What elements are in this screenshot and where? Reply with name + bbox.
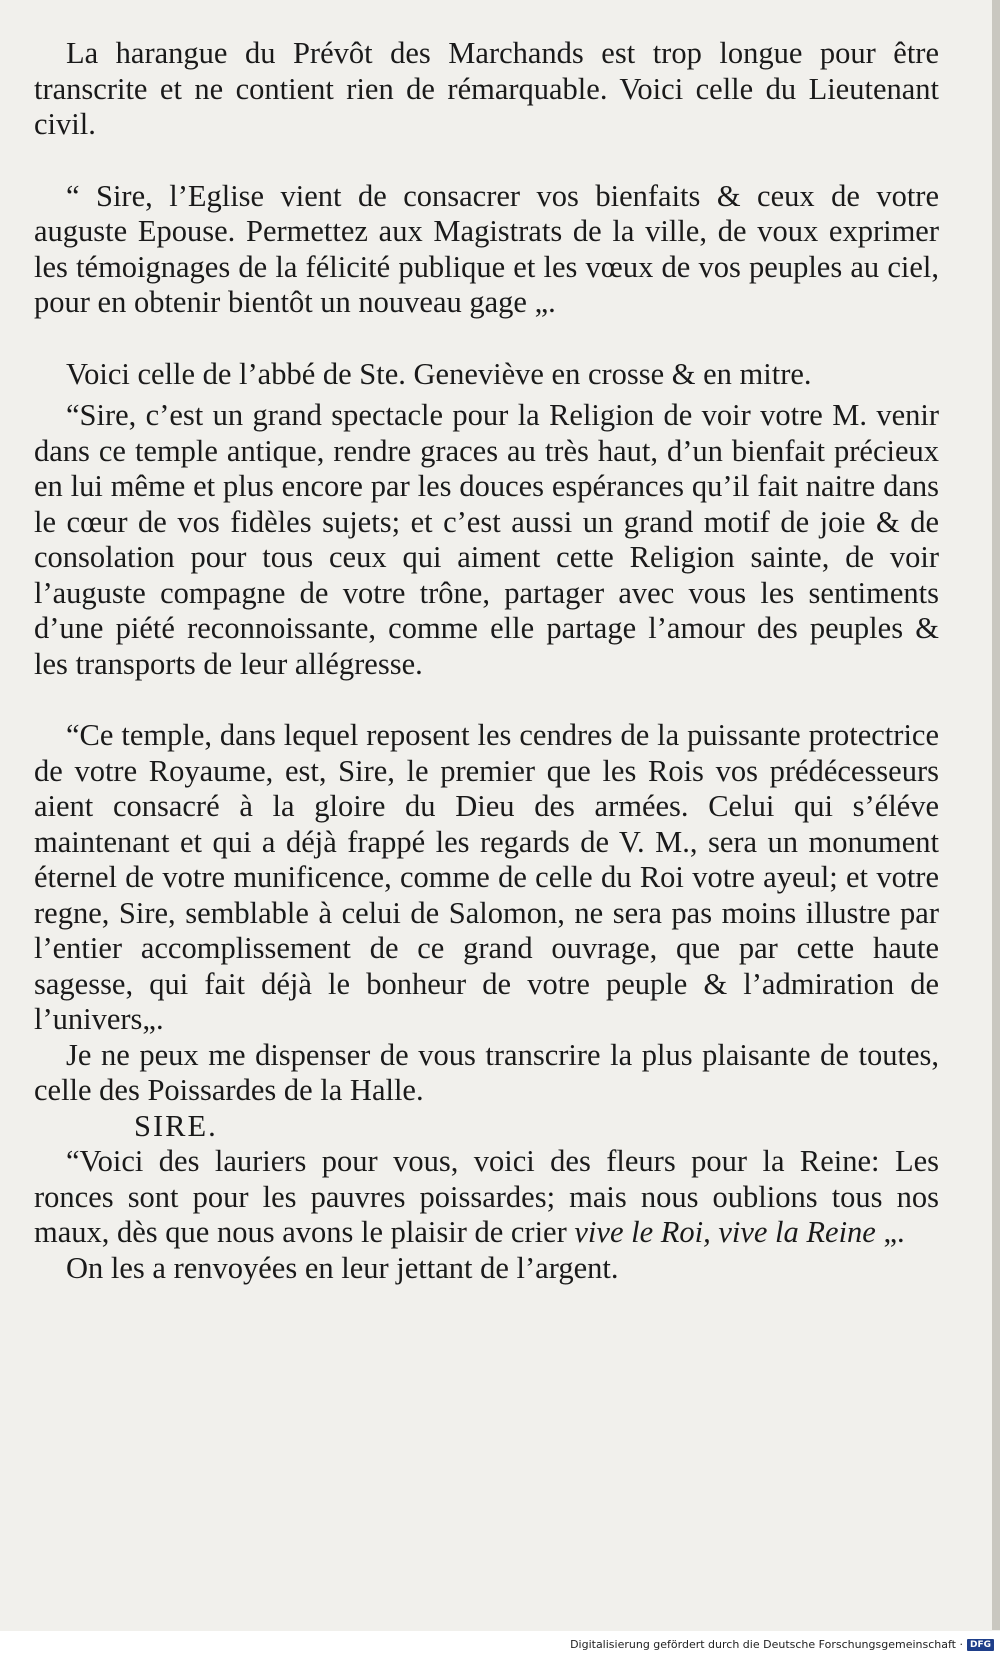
page-text <box>34 36 939 1286</box>
paragraph-abbe-intro: Voici celle de l’abbé de Ste. Geneviève en crosse & en mitre. <box>66 356 812 391</box>
footer-credit <box>570 1638 994 1651</box>
paragraph-abbe-speech-2: “Ce temple, dans lequel reposent les cendres de la puissante protectrice de votre Royaume, est, Sire, le premier que les Rois vos prédécesseurs aient consacré à la gloire du Dieu des armées. Celui qui s’éléve maintenant et qui a déjà frappé les regards de V. M., sera un monument éternel de votre munificence, comme de celle du Roi votre ayeul; et votre regne, Sire, semblable à celui de Salomon, ne sera pas moins illustre par l’entier accomplissement de ce grand ouvrage, que par cette haute sagesse, qui fait déjà le bonheur de votre peuple & l’admiration de l’univers„. <box>34 718 939 1036</box>
poissardes-speech-end: „. <box>875 1215 905 1249</box>
paragraph-abbe-speech-1: “Sire, c’est un grand spectacle pour la Religion de voir votre M. venir dans ce temple antique, rendre graces au très haut, d’un bienfait précieux en lui même et plus encore par les douces espérances qu’il fait naitre dans le cœur de vos fidèles sujets; et c’est aussi un grand motif de joie & de consolation pour tous ceux qui aiment cette Religion sainte, de voir l’auguste compagne de votre trône, partager avec vous les sentiments d’une piété reconnoissante, comme elle partage l’amour des peuples & les transports de leur allégresse. <box>34 398 939 681</box>
footer-text: Digitalisierung gefördert durch die Deutsche Forschungsgemeinschaft · <box>570 1638 963 1651</box>
poissardes-speech-text: “Voici des lauriers pour vous, voici des fleurs pour la Reine: Les ronces sont pour les pauvres poissardes; mais nous oublions tous nos maux, dès que nous avons le plaisir de crier <box>34 1144 939 1249</box>
paragraph-lieutenant-speech: “ Sire, l’Eglise vient de consacrer vos bienfaits & ceux de votre auguste Epouse. Permettez aux Magistrats de la ville, de voux exprimer les témoignages de la félicité publique et les vœux de vos peuples au ciel, pour en obtenir bientôt un nouveau gage „. <box>34 178 939 319</box>
paragraph-provost: La harangue du Prévôt des Marchands est trop longue pour être transcrite et ne contient rien de rémarquable. Voici celle du Lieutenant civil. <box>34 36 939 141</box>
dfg-logo-icon: DFG <box>967 1639 994 1651</box>
paragraph-closing: On les a renvoyées en leur jettant de l’argent. <box>66 1250 619 1285</box>
page-edge <box>992 0 1000 1630</box>
paragraph-poissardes-intro: Je ne peux me dispenser de vous transcrire la plus plaisante de toutes, celle des Poissardes de la Halle. <box>34 1037 939 1107</box>
poissardes-speech-italic: vive le Roi, vive la Reine <box>574 1215 876 1249</box>
paragraph-poissardes-speech <box>34 1144 939 1251</box>
speech-heading: SIRE. <box>134 1108 218 1143</box>
